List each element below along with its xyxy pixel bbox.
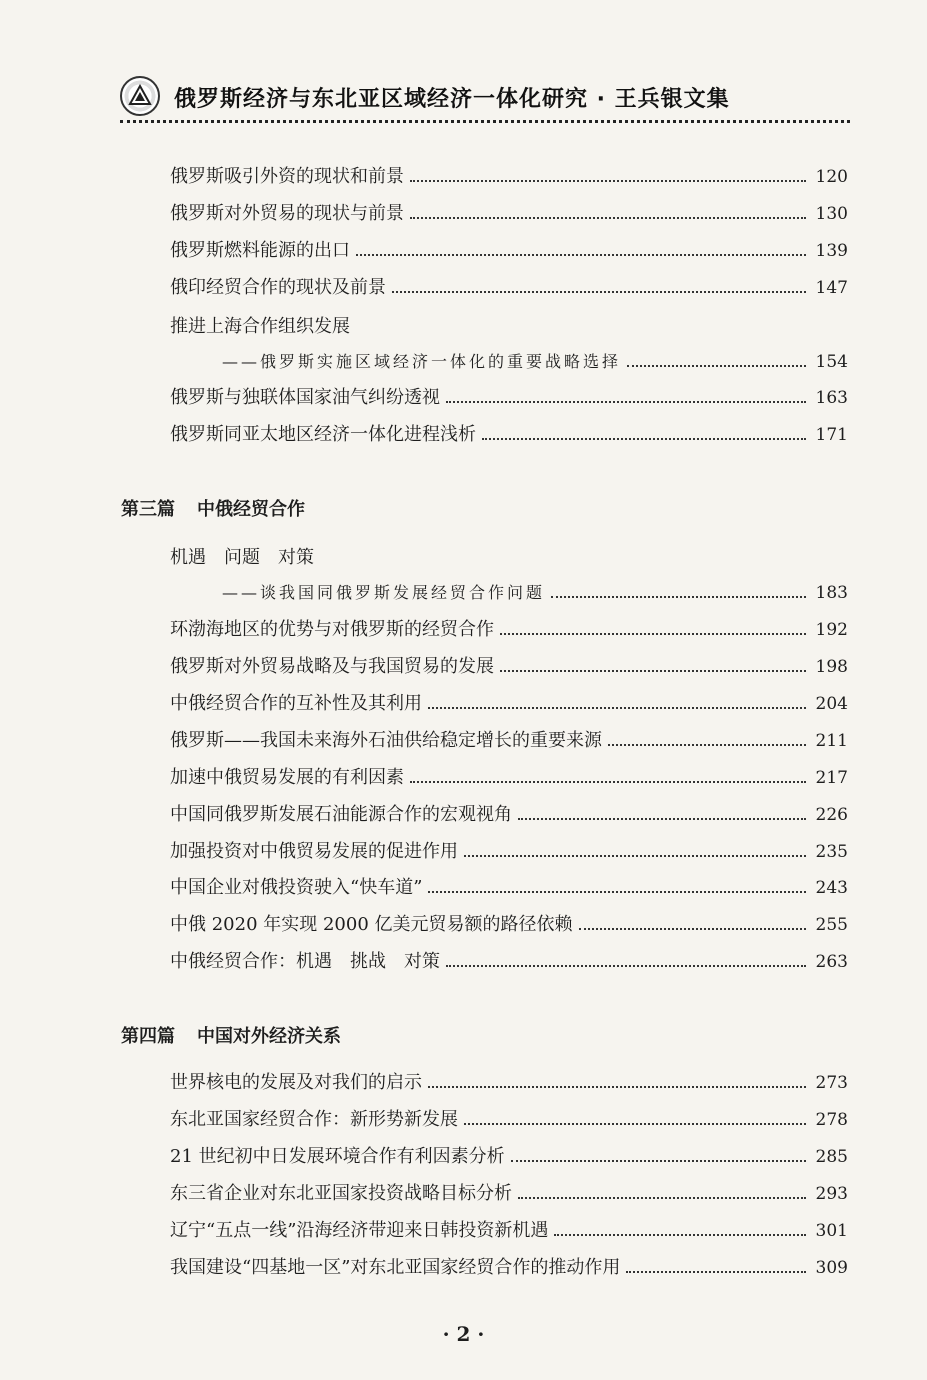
toc-entry-title[interactable]: 推进上海合作组织发展 [170,316,350,337]
toc-entry-title: 中俄经贸合作：机遇 挑战 对策 [170,951,440,972]
dot-leader [579,928,806,930]
running-header [120,70,850,122]
toc-entry-title: 中国同俄罗斯发展石油能源合作的宏观视角 [170,804,512,825]
toc-entry[interactable] [170,162,848,192]
toc-entry-title: 俄罗斯与独联体国家油气纠纷透视 [170,387,440,408]
part-number: 第四篇 [121,1026,175,1047]
toc-entry-title: 世界核电的发展及对我们的启示 [170,1072,422,1093]
toc-entry-page: 278 [815,1110,848,1130]
toc-entry-page: 285 [815,1147,848,1167]
toc-entry[interactable] [170,947,848,977]
series-title: 俄罗斯经济与东北亚区域经济一体化研究 · 王兵银文集 [174,87,730,112]
toc-entry-page: 204 [815,694,848,714]
dot-leader [554,1234,806,1236]
toc-entry[interactable] [170,1216,848,1246]
toc-entry-title: 我国建设“四基地一区”对东北亚国家经贸合作的推动作用 [170,1257,621,1278]
toc-entry-title: 东北亚国家经贸合作：新形势新发展 [170,1109,458,1130]
toc-entry-title: 辽宁“五点一线”沿海经济带迎来日韩投资新机遇 [170,1220,549,1241]
page-number: · 2 · [442,1322,485,1346]
part-name: 中俄经贸合作 [197,499,305,520]
toc-entry-title: 加速中俄贸易发展的有利因素 [170,767,404,788]
dot-leader [392,291,806,293]
toc-entry-title: 俄罗斯同亚太地区经济一体化进程浅析 [170,424,476,445]
toc-entry-title: 俄罗斯对外贸易的现状与前景 [170,203,404,224]
toc-entry[interactable] [170,1142,848,1172]
toc-entry-subtitle: ——谈我国同俄罗斯发展经贸合作问题 [222,583,546,602]
toc-entry[interactable] [170,689,848,719]
toc-entry-page: 192 [815,620,848,640]
toc-entry[interactable] [170,420,848,450]
toc-entry-page: 309 [815,1258,848,1278]
toc-entry[interactable] [170,763,848,793]
toc-entry-title: 俄印经贸合作的现状及前景 [170,277,386,298]
toc-entry[interactable] [170,615,848,645]
toc-entry-title: 俄罗斯对外贸易战略及与我国贸易的发展 [170,656,494,677]
dot-leader [626,1271,806,1273]
dot-leader [446,965,806,967]
toc-entry-page: 217 [815,768,848,788]
toc-entry[interactable] [170,1253,848,1283]
toc-entry-page: 171 [815,425,848,445]
toc-entry-title: 中俄 2020 年实现 2000 亿美元贸易额的路径依赖 [170,914,573,935]
toc-entry[interactable] [170,273,848,303]
toc-entry[interactable] [170,652,848,682]
toc-entry-title: 俄罗斯吸引外资的现状和前景 [170,166,404,187]
part-heading [121,495,305,525]
toc-entry[interactable] [170,726,848,756]
dot-leader [627,365,806,367]
dot-leader [428,707,806,709]
toc-entry[interactable] [170,800,848,830]
toc-entry-page: 263 [815,952,848,972]
dot-leader [500,633,806,635]
dot-leader [410,217,806,219]
toc-entry-title[interactable]: 机遇 问题 对策 [170,547,314,568]
toc-entry-page: 163 [815,388,848,408]
toc-entry[interactable] [170,383,848,413]
dot-leader [500,670,806,672]
toc-entry[interactable] [170,1179,848,1209]
toc-entry-title: 中俄经贸合作的互补性及其利用 [170,693,422,714]
header-dotted-rule [120,120,850,123]
toc-entry[interactable] [170,837,848,867]
dot-leader [551,596,806,598]
toc-entry[interactable] [170,873,848,903]
toc-entry-subtitle-row[interactable] [222,347,848,377]
toc-entry-page: 211 [815,731,848,751]
toc-entry-title: 21 世纪初中日发展环境合作有利因素分析 [170,1146,505,1167]
toc-entry-page: 130 [815,204,848,224]
toc-entry[interactable] [170,236,848,266]
dot-leader [511,1160,806,1162]
dot-leader [410,781,806,783]
toc-entry-title: 加强投资对中俄贸易发展的促进作用 [170,841,458,862]
dot-leader [356,254,806,256]
toc-entry-page: 120 [815,167,848,187]
toc-entry-title: 东三省企业对东北亚国家投资战略目标分析 [170,1183,512,1204]
toc-entry-page: 301 [815,1221,848,1241]
toc-entry-page: 139 [815,241,848,261]
toc-entry-page: 147 [815,278,848,298]
toc-entry-subtitle-row[interactable] [222,578,848,608]
toc-entry-page: 183 [815,583,848,603]
toc-entry[interactable] [170,1068,848,1098]
toc-entry-page: 226 [815,805,848,825]
part-heading [121,1022,341,1052]
toc-entry-title: 环渤海地区的优势与对俄罗斯的经贸合作 [170,619,494,640]
toc-entry-page: 243 [815,878,848,898]
toc-entry[interactable] [170,1105,848,1135]
part-name: 中国对外经济关系 [197,1026,341,1047]
toc-entry-title: 俄罗斯——我国未来海外石油供给稳定增长的重要来源 [170,730,602,751]
toc-entry[interactable] [170,910,848,940]
toc-entry-page: 198 [815,657,848,677]
toc-entry[interactable] [170,199,848,229]
dot-leader [464,855,806,857]
toc-entry-subtitle: ——俄罗斯实施区域经济一体化的重要战略选择 [222,352,622,371]
toc-entry-page: 154 [815,352,848,372]
dot-leader [464,1123,806,1125]
dot-leader [518,818,806,820]
dot-leader [446,401,806,403]
toc-entry-title: 中国企业对俄投资驶入“快车道” [170,877,423,898]
dot-leader [428,891,806,893]
toc-entry-page: 293 [815,1184,848,1204]
publisher-emblem-icon [120,76,160,116]
dot-leader [482,438,806,440]
dot-leader [410,180,806,182]
toc-entry-page: 255 [815,915,848,935]
toc-entry-page: 273 [815,1073,848,1093]
part-number: 第三篇 [121,499,175,520]
dot-leader [518,1197,806,1199]
toc-entry-page: 235 [815,842,848,862]
dot-leader [608,744,806,746]
dot-leader [428,1086,806,1088]
toc-entry-title: 俄罗斯燃料能源的出口 [170,240,350,261]
